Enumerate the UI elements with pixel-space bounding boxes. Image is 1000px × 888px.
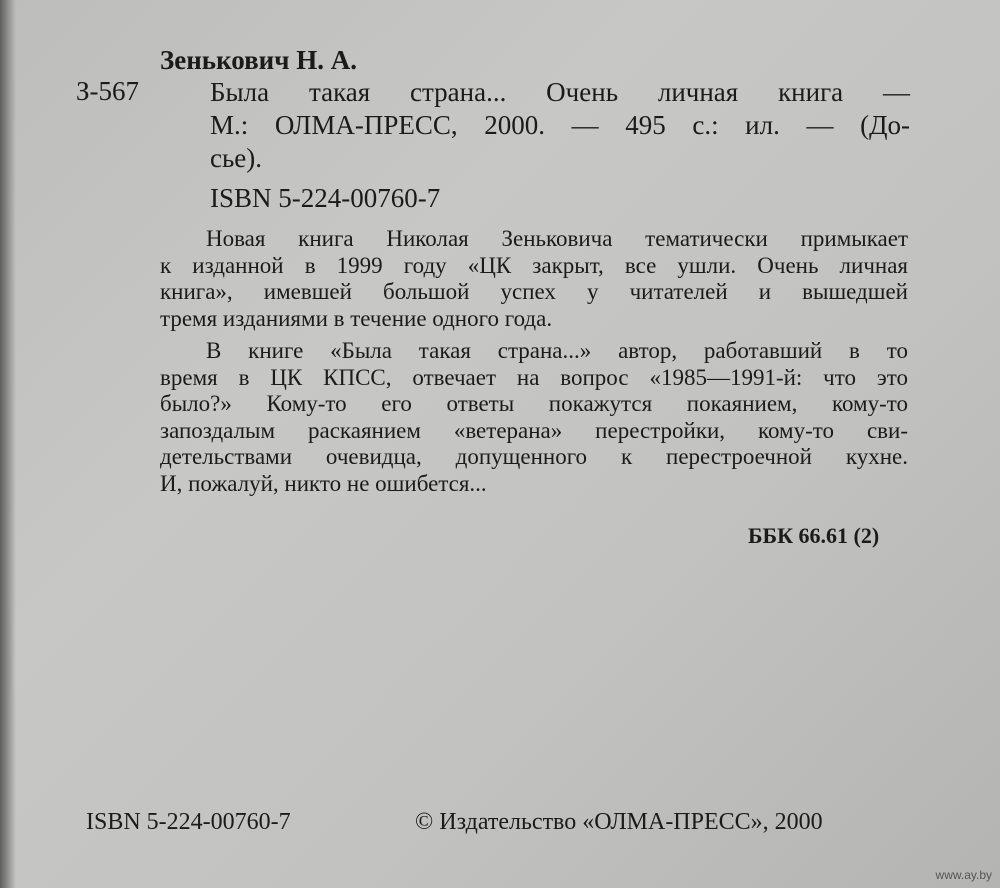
abstract-line: к изданной в 1999 году «ЦК закрыт, все ушли. Очень личная bbox=[160, 252, 908, 278]
abstract-line: детельствами очевидца, допущенного к перестроечной кухне. bbox=[160, 444, 908, 469]
bib-line: сье). bbox=[210, 143, 263, 173]
abstract-line: В книге «Была такая страна...» автор, работавший в то bbox=[206, 338, 908, 363]
isbn-main: ISBN 5-224-00760-7 bbox=[210, 183, 441, 213]
abstract-line: Новая книга Николая Зеньковича тематически примыкает bbox=[206, 226, 908, 251]
abstract-line: время в ЦК КПСС, отвечает на вопрос «1985—1991-й: что это bbox=[160, 364, 908, 390]
abstract-line: тремя изданиями в течение одного года. bbox=[160, 305, 553, 331]
author-name: Зенькович Н. А. bbox=[160, 45, 357, 75]
page-edge-shadow bbox=[0, 0, 16, 888]
abstract-line: книга», имевшей большой успех у читателей и вышедшей bbox=[160, 279, 908, 304]
catalog-code: З-567 bbox=[76, 76, 140, 106]
bib-line: М.: ОЛМА-ПРЕСС, 2000. — 495 с.: ил. — (До- bbox=[210, 110, 910, 140]
abstract-line: запоздалым раскаянием «ветерана» перестройки, кому-то сви- bbox=[160, 417, 908, 443]
abstract-line: И, пожалуй, никто не ошибется... bbox=[160, 470, 487, 496]
copyright-line: © Издательство «ОЛМА-ПРЕСС», 2000 bbox=[415, 809, 823, 835]
abstract bbox=[160, 226, 908, 497]
watermark: www.ay.by bbox=[935, 868, 992, 882]
bibliographic-description bbox=[210, 76, 910, 175]
bbk-index: ББК 66.61 (2) bbox=[748, 523, 880, 548]
isbn-footer: ISBN 5-224-00760-7 bbox=[86, 809, 291, 835]
abstract-line: было?» Кому-то его ответы покажутся покаянием, кому-то bbox=[160, 391, 908, 416]
bib-line: Была такая страна... Очень личная книга — bbox=[210, 77, 910, 107]
